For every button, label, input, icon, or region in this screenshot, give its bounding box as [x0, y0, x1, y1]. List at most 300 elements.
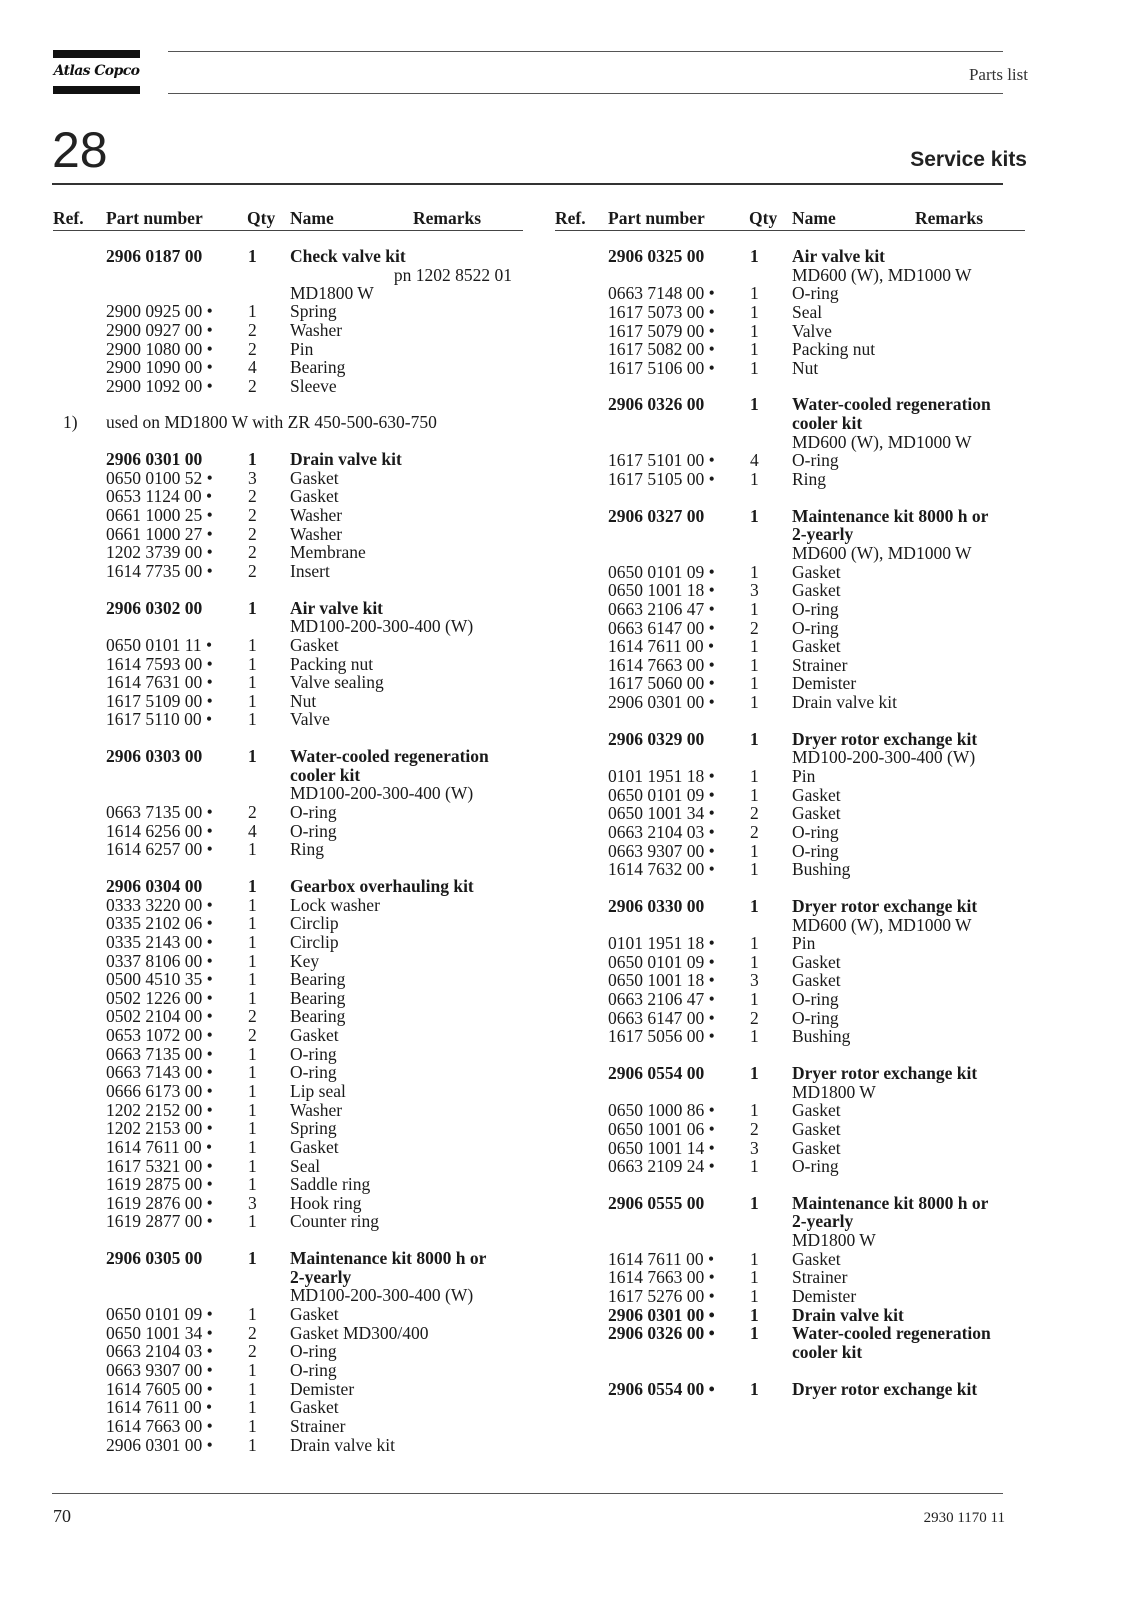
part-number: 2906 0301 00 •: [608, 1304, 715, 1325]
part-name: Washer: [290, 523, 343, 544]
kit-part-row: [53, 1119, 523, 1138]
part-name: O-ring: [290, 820, 337, 841]
part-qty: 1: [248, 1415, 257, 1436]
part-name: Bearing: [290, 987, 346, 1008]
part-number: 1614 7593 00 •: [106, 653, 213, 674]
part-name: Gasket: [792, 803, 841, 824]
kit-models: MD100-200-300-400 (W): [792, 747, 976, 768]
chapter-number: 28: [52, 122, 108, 178]
kit-part-row: [555, 600, 1025, 619]
part-name: Demister: [792, 1286, 857, 1307]
part-qty: 1: [750, 1304, 759, 1325]
part-name: Sleeve: [290, 375, 337, 396]
kit-part-row: [53, 692, 523, 711]
kit-spacer: [53, 859, 523, 877]
kit-header-row: [53, 599, 523, 618]
kit-qty: 1: [750, 1192, 759, 1213]
kit-part-row: [53, 673, 523, 692]
part-name: Gasket: [792, 1137, 841, 1158]
kit-part-row: [53, 543, 523, 562]
kit-name: Air valve kit: [290, 597, 384, 618]
part-qty: 1: [248, 634, 257, 655]
part-number: 2900 1090 00 •: [106, 357, 213, 378]
kit-spacer: [555, 712, 1025, 730]
part-number: 2900 1080 00 •: [106, 338, 213, 359]
part-qty: 1: [750, 1286, 759, 1307]
kit-part-row: [555, 934, 1025, 953]
part-qty: 1: [750, 1026, 759, 1047]
part-qty: 2: [248, 486, 257, 507]
part-number: 0335 2102 06 •: [106, 913, 213, 934]
header-title: Parts list: [968, 65, 1028, 84]
part-qty: 1: [750, 561, 759, 582]
part-name: Saddle ring: [290, 1174, 371, 1195]
part-qty: 4: [248, 357, 257, 378]
part-name: Pin: [792, 933, 816, 954]
kit-part-number: 2906 0329 00: [608, 728, 705, 749]
part-number: 0663 6147 00 •: [608, 1007, 715, 1028]
part-name: Hook ring: [290, 1192, 362, 1213]
kit-name-continuation: [555, 1212, 1025, 1231]
column-header-ref: Ref.: [53, 208, 84, 228]
kit-header-row: [555, 1064, 1025, 1083]
kit-name-continuation: [555, 525, 1025, 544]
part-name: Gasket: [290, 1304, 339, 1325]
part-name: Packing nut: [290, 653, 374, 674]
kit-part-row: [53, 321, 523, 340]
part-number: 0650 0101 09 •: [608, 951, 715, 972]
part-name: O-ring: [792, 1156, 839, 1177]
part-number: 1617 5101 00 •: [608, 450, 715, 471]
part-name: Strainer: [290, 1415, 346, 1436]
service-kit: [555, 247, 1025, 377]
part-qty: 1: [750, 283, 759, 304]
kit-part-row: [555, 1101, 1025, 1120]
part-qty: 1: [750, 1323, 759, 1344]
part-name: Bearing: [290, 1006, 346, 1027]
atlas-copco-logo: [53, 50, 140, 95]
kit-part-row: [53, 1026, 523, 1045]
right-kit-list: [555, 247, 1025, 1398]
kit-qty: 1: [248, 449, 257, 470]
kit-part-row: [555, 619, 1025, 638]
part-name: O-ring: [792, 1007, 839, 1028]
right-parts-column: [555, 208, 1025, 1398]
kit-spacer: [555, 879, 1025, 897]
part-number: 0500 4510 35 •: [106, 969, 213, 990]
kit-part-row: [53, 525, 523, 544]
service-kit: [555, 730, 1025, 879]
part-name: O-ring: [792, 598, 839, 619]
logo-top-bar: [53, 50, 140, 58]
part-number: 1617 5105 00 •: [608, 469, 715, 490]
part-name: Valve: [290, 709, 330, 730]
kit-header-row: [555, 1194, 1025, 1213]
included-kit-row: [555, 1324, 1025, 1343]
part-number: 1617 5073 00 •: [608, 301, 715, 322]
part-qty: 2: [750, 803, 759, 824]
kit-models: MD600 (W), MD1000 W: [792, 914, 972, 935]
column-header-ref: Ref.: [555, 208, 586, 228]
kit-header-row: [555, 395, 1025, 414]
kit-part-row: [53, 896, 523, 915]
kit-part-number: 2906 0330 00: [608, 895, 705, 916]
logo-text: Atlas Copco: [53, 63, 140, 79]
part-qty: 3: [248, 1192, 257, 1213]
part-name: Washer: [290, 505, 343, 526]
kit-part-row: [555, 804, 1025, 823]
part-qty: 1: [248, 1397, 257, 1418]
part-number: 0666 6173 00 •: [106, 1080, 213, 1101]
part-number: 0663 7135 00 •: [106, 1043, 213, 1064]
service-kit: [53, 599, 523, 729]
part-qty: 3: [750, 580, 759, 601]
kit-part-row: [555, 1139, 1025, 1158]
part-qty: 1: [750, 692, 759, 713]
kit-models: MD1800 W: [792, 1081, 876, 1102]
kit-part-row: [53, 952, 523, 971]
kit-part-number: 2906 0327 00: [608, 505, 705, 526]
kit-part-row: [555, 451, 1025, 470]
part-name: Bearing: [290, 969, 346, 990]
part-name: Gasket: [792, 951, 841, 972]
kit-part-row: [555, 1287, 1025, 1306]
kit-part-row: [555, 1027, 1025, 1046]
part-name: Demister: [290, 1378, 355, 1399]
kit-model-row: [555, 266, 1025, 285]
part-qty: 2: [248, 1025, 257, 1046]
part-name: Seal: [290, 1155, 321, 1176]
kit-models: MD1800 W: [792, 1230, 876, 1251]
kit-part-row: [555, 674, 1025, 693]
part-name: Ring: [290, 839, 325, 860]
kit-spacer: [555, 377, 1025, 395]
header-bottom-rule: [168, 93, 1003, 94]
kit-part-row: [555, 303, 1025, 322]
part-name: Seal: [792, 301, 823, 322]
service-kit: [555, 1194, 1025, 1398]
part-qty: 1: [750, 598, 759, 619]
kit-part-row: [53, 469, 523, 488]
part-number: 0650 0100 52 •: [106, 467, 213, 488]
part-qty: 1: [248, 1062, 257, 1083]
part-number: 0335 2143 00 •: [106, 931, 213, 952]
service-kit: [53, 877, 523, 1231]
part-qty: 1: [248, 969, 257, 990]
kit-part-row: [53, 1045, 523, 1064]
kit-part-row: [53, 1417, 523, 1436]
kit-spacer: [53, 1231, 523, 1249]
part-qty: 1: [750, 1378, 759, 1399]
kit-name: Maintenance kit 8000 h or: [792, 505, 989, 526]
part-number: 1614 7611 00 •: [106, 1136, 213, 1157]
kit-model-row: [555, 433, 1025, 452]
part-name: O-ring: [792, 840, 839, 861]
part-qty: 2: [750, 821, 759, 842]
part-name: O-ring: [290, 1062, 337, 1083]
kit-models: MD1800 W: [290, 282, 374, 303]
part-number: 1614 7663 00 •: [106, 1415, 213, 1436]
kit-spacer: [53, 432, 523, 450]
kit-model-row: [555, 544, 1025, 563]
kit-name: cooler kit: [792, 413, 863, 434]
part-qty: 1: [248, 1080, 257, 1101]
part-number: 0502 2104 00 •: [106, 1006, 213, 1027]
part-number: 1614 7631 00 •: [106, 672, 213, 693]
part-name: O-ring: [792, 989, 839, 1010]
part-qty: 2: [248, 1006, 257, 1027]
part-qty: 1: [248, 1304, 257, 1325]
kit-part-number: 2906 0554 00: [608, 1062, 705, 1083]
kit-qty: 1: [248, 875, 257, 896]
kit-part-row: [555, 971, 1025, 990]
kit-part-row: [53, 377, 523, 396]
part-number: 0650 0101 09 •: [608, 784, 715, 805]
part-qty: 1: [750, 357, 759, 378]
part-name: Gasket MD300/400: [290, 1322, 429, 1343]
part-name: Washer: [290, 1099, 343, 1120]
kit-model-row: [53, 1286, 523, 1305]
service-kit: [555, 395, 1025, 488]
kit-part-row: [53, 840, 523, 859]
kit-part-row: [555, 656, 1025, 675]
service-kit: [555, 507, 1025, 712]
kit-part-row: [555, 1250, 1025, 1269]
part-name: O-ring: [290, 1359, 337, 1380]
part-name: Circlip: [290, 913, 339, 934]
part-number: 1202 2152 00 •: [106, 1099, 213, 1120]
kit-part-row: [53, 803, 523, 822]
kit-models: MD100-200-300-400 (W): [290, 783, 474, 804]
left-parts-column: [53, 208, 523, 1454]
part-qty: 1: [248, 894, 257, 915]
part-qty: 1: [750, 1156, 759, 1177]
part-qty: 1: [248, 1434, 257, 1455]
kit-name: 2-yearly: [290, 1266, 352, 1287]
part-number: 1614 6257 00 •: [106, 839, 213, 860]
column-header-remarks: Remarks: [915, 208, 984, 228]
part-number: 1617 5109 00 •: [106, 690, 213, 711]
kit-part-row: [555, 581, 1025, 600]
kit-header-row: [53, 247, 523, 266]
part-qty: 2: [248, 802, 257, 823]
kit-spacer: [53, 729, 523, 747]
part-name: Gasket: [792, 970, 841, 991]
part-number: 2906 0301 00 •: [608, 692, 715, 713]
part-number: 1614 7605 00 •: [106, 1378, 213, 1399]
part-number: 0337 8106 00 •: [106, 950, 213, 971]
part-name: Gasket: [290, 486, 339, 507]
part-number: 0663 6147 00 •: [608, 617, 715, 638]
part-name: Bearing: [290, 357, 346, 378]
part-number: 0663 2109 24 •: [608, 1156, 715, 1177]
part-number: 2900 0925 00 •: [106, 301, 213, 322]
part-name: Strainer: [792, 1267, 848, 1288]
note-spacer: [53, 395, 523, 413]
part-name: Packing nut: [792, 339, 876, 360]
kit-part-row: [53, 506, 523, 525]
kit-part-row: [555, 860, 1025, 879]
kit-models: MD600 (W), MD1000 W: [792, 542, 972, 563]
part-qty: 1: [750, 989, 759, 1010]
part-name: Gasket: [792, 1248, 841, 1269]
part-number: 1619 2876 00 •: [106, 1192, 213, 1213]
kit-model-row: [555, 1231, 1025, 1250]
kit-qty: 1: [750, 728, 759, 749]
part-number: 0101 1951 18 •: [608, 933, 715, 954]
kit-header-row: [555, 507, 1025, 526]
part-number: 0663 7148 00 •: [608, 283, 715, 304]
page-number: 70: [53, 1506, 71, 1526]
part-qty: 2: [248, 542, 257, 563]
part-qty: 1: [750, 933, 759, 954]
column-header-qty: Qty: [247, 208, 276, 228]
kit-name: Gearbox overhauling kit: [290, 875, 474, 896]
part-qty: 1: [248, 1211, 257, 1232]
part-number: 1617 5276 00 •: [608, 1286, 715, 1307]
part-name: Lip seal: [290, 1080, 346, 1101]
kit-model-row: [53, 784, 523, 803]
part-number: 1617 5110 00 •: [106, 709, 213, 730]
part-number: 0663 2106 47 •: [608, 598, 715, 619]
part-number: 0663 7135 00 •: [106, 802, 213, 823]
part-number: 0663 7143 00 •: [106, 1062, 213, 1083]
part-qty: 1: [248, 1359, 257, 1380]
part-number: 0650 1001 18 •: [608, 580, 715, 601]
kit-header-row: [53, 747, 523, 766]
footnote-row: [53, 413, 523, 432]
kit-part-row: [53, 1082, 523, 1101]
part-qty: 1: [248, 1043, 257, 1064]
part-qty: 2: [248, 338, 257, 359]
part-qty: 4: [750, 450, 759, 471]
part-name: Drain valve kit: [792, 1304, 904, 1325]
part-qty: 1: [248, 1155, 257, 1176]
kit-qty: 1: [248, 746, 257, 767]
part-name: Demister: [792, 673, 857, 694]
part-qty: 1: [248, 672, 257, 693]
kit-spacer: [555, 1362, 1025, 1380]
kit-header-row: [53, 1249, 523, 1268]
part-name: Bushing: [792, 1026, 851, 1047]
part-number: 1614 7611 00 •: [608, 636, 715, 657]
part-qty: 1: [750, 654, 759, 675]
part-number: 0650 1001 06 •: [608, 1118, 715, 1139]
part-qty: 1: [248, 653, 257, 674]
part-name: O-ring: [792, 617, 839, 638]
part-qty: 2: [750, 617, 759, 638]
part-qty: 1: [248, 1174, 257, 1195]
part-name: Nut: [792, 357, 819, 378]
part-number: 2900 1092 00 •: [106, 375, 213, 396]
kit-name: Dryer rotor exchange kit: [792, 728, 978, 749]
kit-part-row: [53, 1212, 523, 1231]
kit-part-row: [53, 1342, 523, 1361]
left-kit-list: [53, 247, 523, 1454]
kit-part-number: 2906 0303 00: [106, 746, 203, 767]
kit-model-row: [555, 1083, 1025, 1102]
kit-header-row: [555, 730, 1025, 749]
part-name: cooler kit: [792, 1341, 863, 1362]
kit-part-number: 2906 0305 00: [106, 1248, 203, 1269]
kit-part-row: [53, 1194, 523, 1213]
kit-spacer: [555, 1046, 1025, 1064]
part-qty: 1: [750, 1267, 759, 1288]
part-qty: 1: [750, 636, 759, 657]
kit-part-row: [53, 970, 523, 989]
kit-qty: 1: [750, 246, 759, 266]
column-header-qty: Qty: [749, 208, 778, 228]
kit-part-row: [53, 1436, 523, 1455]
part-name: Washer: [290, 319, 343, 340]
kit-part-row: [555, 953, 1025, 972]
part-qty: 1: [750, 320, 759, 341]
kit-header-row: [53, 450, 523, 469]
kit-model-row: [53, 617, 523, 636]
part-name: Drain valve kit: [792, 692, 897, 713]
kit-models: MD100-200-300-400 (W): [290, 1285, 474, 1306]
kit-name: Water-cooled regeneration: [290, 746, 489, 767]
document-number: 2930 1170 11: [923, 1510, 1005, 1526]
kit-remark: pn 1202 8522 01: [393, 264, 512, 285]
part-name: Gasket: [290, 634, 339, 655]
kit-name: Dryer rotor exchange kit: [792, 895, 978, 916]
part-name: Bushing: [792, 859, 851, 880]
column-header: [555, 208, 1025, 231]
section-title: Service kits: [910, 148, 1027, 171]
service-kit: [53, 1249, 523, 1454]
kit-qty: 1: [248, 246, 257, 266]
service-kit: [53, 450, 523, 580]
kit-part-row: [53, 1361, 523, 1380]
part-number: 0661 1000 25 •: [106, 505, 213, 526]
kit-qty: 1: [750, 1062, 759, 1083]
kit-part-row: [53, 655, 523, 674]
service-kit: [555, 1064, 1025, 1176]
kit-part-row: [555, 990, 1025, 1009]
kit-part-number: 2906 0301 00: [106, 449, 203, 470]
part-name: Nut: [290, 690, 317, 711]
part-qty: 2: [248, 319, 257, 340]
part-name: Water-cooled regeneration: [792, 1323, 991, 1344]
part-name: O-ring: [290, 802, 337, 823]
part-qty: 1: [248, 950, 257, 971]
part-name: Gasket: [290, 1397, 339, 1418]
part-name: O-ring: [792, 821, 839, 842]
part-qty: 1: [248, 987, 257, 1008]
part-name: Strainer: [792, 654, 848, 675]
kit-part-row: [53, 340, 523, 359]
kit-part-row: [555, 1009, 1025, 1028]
kit-qty: 1: [248, 597, 257, 618]
part-number: 1619 2877 00 •: [106, 1211, 213, 1232]
column-header-name: Name: [290, 208, 334, 228]
part-number: 0661 1000 27 •: [106, 523, 213, 544]
part-name: Dryer rotor exchange kit: [792, 1378, 978, 1399]
kit-models: MD600 (W), MD1000 W: [792, 264, 972, 285]
part-name: O-ring: [792, 450, 839, 471]
kit-qty: 1: [750, 394, 759, 415]
part-number: 2906 0554 00 •: [608, 1378, 715, 1399]
part-name: Gasket: [290, 467, 339, 488]
kit-qty: 1: [750, 895, 759, 916]
part-number: 0650 1001 34 •: [608, 803, 715, 824]
kit-part-row: [53, 1324, 523, 1343]
part-number: 0650 1000 86 •: [608, 1100, 715, 1121]
part-number: 0650 1001 34 •: [106, 1322, 213, 1343]
kit-part-number: 2906 0555 00: [608, 1192, 705, 1213]
kit-part-row: [555, 767, 1025, 786]
